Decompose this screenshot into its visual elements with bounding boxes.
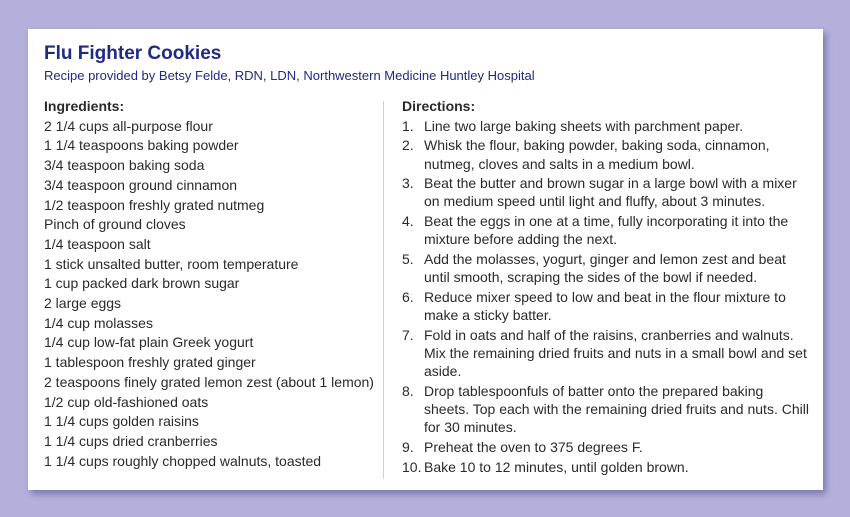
step-text: Beat the butter and brown sugar in a large bowl with a mixer on medium speed until light and fluffy, about 3 minutes.: [424, 175, 797, 210]
recipe-title: Flu Fighter Cookies: [44, 43, 222, 64]
direction-step: [402, 288, 812, 324]
step-number: 1.: [402, 117, 414, 134]
direction-step: [402, 117, 812, 135]
step-number: 8.: [402, 382, 414, 399]
directions-section: [402, 97, 812, 477]
direction-step: [402, 174, 812, 210]
step-text: Bake 10 to 12 minutes, until golden brown.: [424, 458, 689, 475]
ingredient-item: 1 1/4 cups dried cranberries: [44, 432, 218, 449]
ingredient-item: 1/2 cup old-fashioned oats: [44, 393, 209, 410]
step-number: 2.: [402, 137, 414, 154]
ingredient-item: 1/4 teaspoon salt: [44, 235, 151, 252]
recipe-credit: Recipe provided by Betsy Felde, RDN, LDN, Northwestern Medicine Huntley Hospital: [44, 68, 535, 83]
step-text: Add the molasses, yogurt, ginger and lemon zest and beat until smooth, scraping the sides of the bowl if needed.: [424, 251, 786, 286]
direction-step: [402, 382, 812, 436]
ingredient-item: 2 teaspoons finely grated lemon zest (about 1 lemon): [44, 373, 374, 390]
step-number: 7.: [402, 326, 414, 343]
direction-step: [402, 458, 812, 476]
direction-step: [402, 250, 812, 286]
ingredients-section: [44, 97, 384, 471]
step-number: 3.: [402, 175, 414, 192]
direction-step: [402, 438, 812, 456]
step-text: Line two large baking sheets with parchment paper.: [424, 117, 744, 134]
directions-list: [402, 117, 812, 476]
ingredient-item: Pinch of ground cloves: [44, 216, 186, 233]
step-text: Beat the eggs in one at a time, fully incorporating it into the mixture before adding the next.: [424, 213, 789, 248]
step-text: Preheat the oven to 375 degrees F.: [424, 438, 643, 455]
step-number: 4.: [402, 213, 414, 230]
direction-step: [402, 326, 812, 380]
step-text: Whisk the flour, baking powder, baking soda, cinnamon, nutmeg, cloves and salts in a medium bowl.: [424, 137, 770, 172]
ingredient-item: 2 1/4 cups all-purpose flour: [44, 117, 213, 134]
ingredient-item: 2 large eggs: [44, 295, 122, 312]
recipe-card: [28, 29, 823, 490]
step-text: Reduce mixer speed to low and beat in the flour mixture to make a sticky batter.: [424, 288, 786, 324]
column-divider: [383, 101, 384, 479]
ingredient-item: 1 1/4 teaspoons baking powder: [44, 137, 239, 154]
ingredient-item: 3/4 teaspoon baking soda: [44, 157, 205, 174]
step-number: 6.: [402, 288, 414, 305]
direction-step: [402, 136, 812, 172]
ingredient-item: 1 1/4 cups roughly chopped walnuts, toasted: [44, 452, 322, 469]
ingredient-item: 1 stick unsalted butter, room temperature: [44, 255, 299, 272]
ingredient-item: 1 tablespoon freshly grated ginger: [44, 354, 256, 371]
ingredient-item: 1 1/4 cups golden raisins: [44, 413, 199, 430]
ingredients-list: [44, 117, 384, 472]
ingredient-item: 1/4 cup low-fat plain Greek yogurt: [44, 334, 254, 351]
ingredient-item: 1/2 teaspoon freshly grated nutmeg: [44, 196, 265, 213]
step-number: 10.: [402, 458, 422, 475]
direction-step: [402, 212, 812, 248]
step-text: Drop tablespoonfuls of batter onto the prepared baking sheets. Top each with the remaining dried fruits and nuts. Chill for 30 minutes.: [424, 382, 809, 436]
step-number: 9.: [402, 438, 414, 455]
ingredient-item: 1/4 cup molasses: [44, 314, 153, 331]
step-text: Fold in oats and half of the raisins, cranberries and walnuts. Mix the remaining dried fruits and nuts in a small bowl and set aside.: [424, 326, 807, 380]
step-number: 5.: [402, 251, 414, 268]
ingredients-heading: Ingredients:: [44, 98, 125, 114]
directions-heading: Directions:: [402, 98, 476, 114]
ingredient-item: 1 cup packed dark brown sugar: [44, 275, 240, 292]
ingredient-item: 3/4 teaspoon ground cinnamon: [44, 176, 238, 193]
